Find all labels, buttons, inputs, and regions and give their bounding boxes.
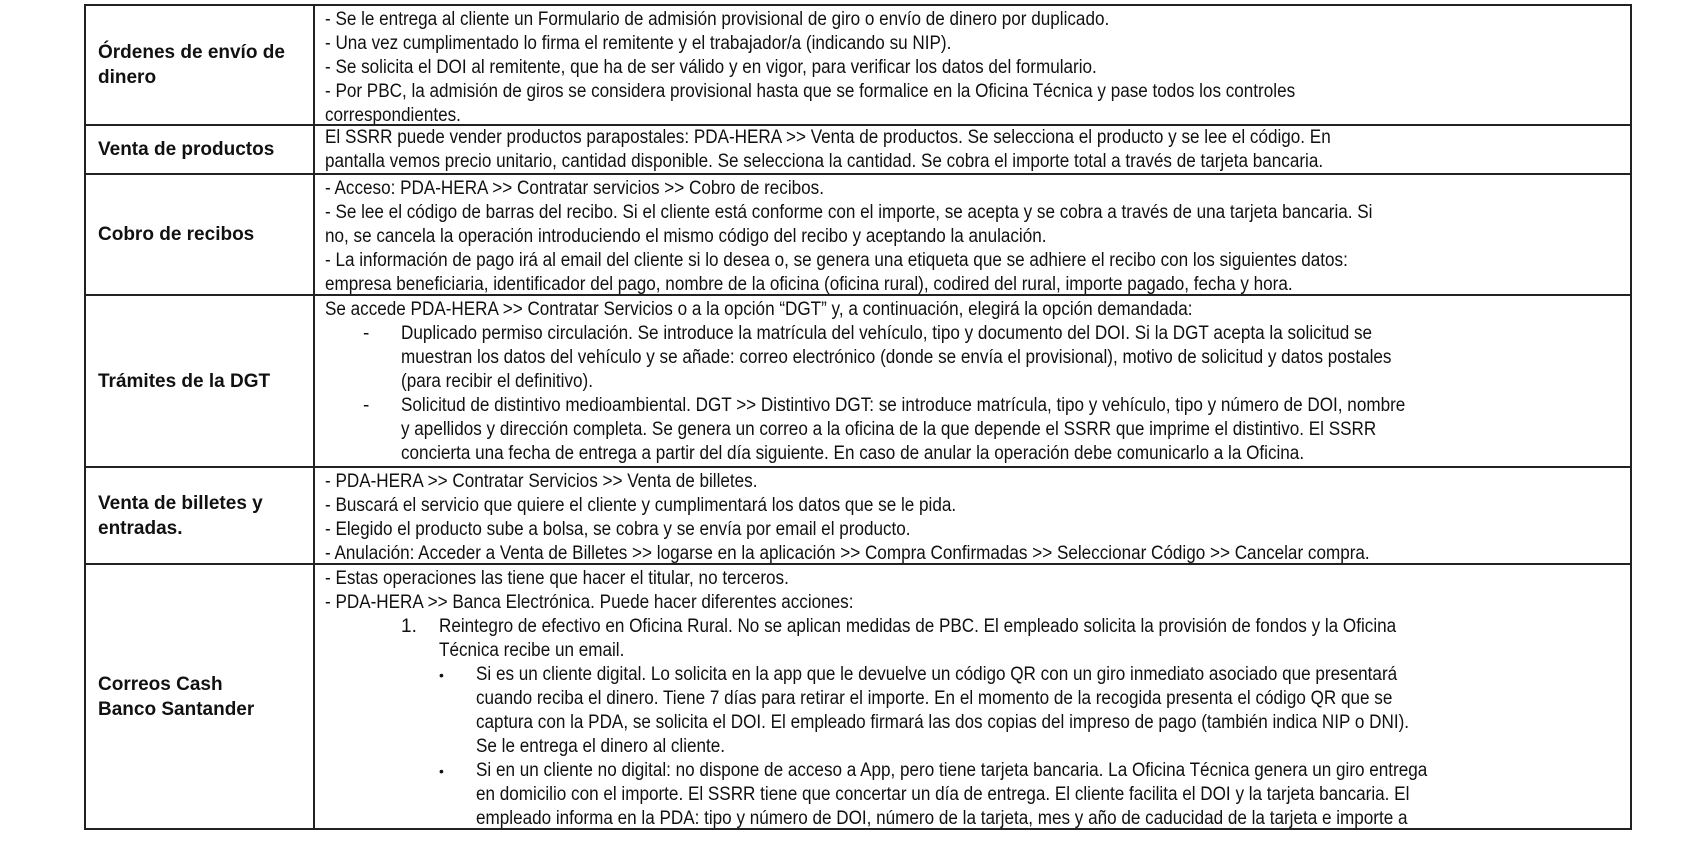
content-line: y apellidos y dirección completa. Se genera un correo a la oficina de la que depende el SSRR que imprime el distintivo. El SSRR [401,419,1377,440]
row-label [86,565,315,828]
content-line: Solicitud de distintivo medioambiental. DGT >> Distintivo DGT: se introduce matrícula, tipo y vehículo, tipo y número de DOI, nombre [401,395,1406,416]
content-line: Se accede PDA-HERA >> Contratar Servicios o a la opción “DGT” y, a continuación, elegirá la opción demandada: [325,299,1193,320]
row-label [86,468,315,563]
content-line: - Se lee el código de barras del recibo. Si el cliente está conforme con el importe, se acepta y se cobra a través de una tarjeta bancaria. Si [325,202,1373,223]
row-label-text: Órdenes de envío de dinero [98,42,285,88]
content-line: empresa beneficiaria, identificador del pago, nombre de la oficina (oficina rural), codired del rural, importe pagado, fecha y hora. [325,274,1293,294]
table-row [86,6,1630,126]
content-line: Si en un cliente no digital: no dispone de acceso a App, pero tiene tarjeta bancaria. La Oficina Técnica genera un giro entrega [476,760,1428,781]
bullet-item [325,663,1620,759]
row-label-text: Venta de productos [98,139,275,160]
content-line: en domicilio con el importe. El SSRR tiene que concertar un día de entrega. El cliente facilita el DOI y la tarjeta bancaria. El [476,784,1410,805]
dash-marker: - [363,395,370,416]
content-line: - Por PBC, la admisión de giros se considera provisional hasta que se formalice en la Oficina Técnica y pase todos los controles [325,81,1296,102]
row-content [315,565,1630,828]
row-label-text: Venta de billetes y entradas. [98,492,263,539]
row-label-text: Cobro de recibos [98,224,255,245]
content-line: Se le entrega el dinero al cliente. [476,736,726,757]
row-label-text [98,672,254,722]
content-line: - Una vez cumplimentado lo firma el remitente y el trabajador/a (indicando su NIP). [325,33,952,54]
row-content [315,296,1630,466]
content-line: correspondientes. [325,105,461,124]
content-line: - Se le entrega al cliente un Formulario de admisión provisional de giro o envío de dinero por duplicado. [325,9,1110,30]
content-line: concierta una fecha de entrega a partir del día siguiente. En caso de anular la operación debe comunicarlo a la Oficina. [401,443,1305,464]
bullet-icon: • [439,763,444,779]
dash-marker: - [363,323,370,344]
content-line: cuando reciba el dinero. Tiene 7 días para retirar el importe. En el momento de la recogida presenta el código QR que se [476,688,1393,709]
table-row [86,175,1630,296]
list-item [325,394,1620,466]
content-line: - Se solicita el DOI al remitente, que ha de ser válido y en vigor, para verificar los datos del formulario. [325,57,1097,78]
row-label [86,296,315,466]
row-label [86,126,315,173]
table-row [86,565,1630,828]
content-line: - Elegido el producto sube a bolsa, se cobra y se envía por email el producto. [325,519,911,540]
content-line: - PDA-HERA >> Banca Electrónica. Puede hacer diferentes acciones: [325,592,854,613]
table-row [86,126,1630,175]
row-label [86,175,315,294]
content-line: no, se cancela la operación introduciendo el mismo código del recibo y aceptando la anulación. [325,226,1047,247]
content-line: Si es un cliente digital. Lo solicita en la app que le devuelve un código QR con un giro inmediato asociado que presentará [476,664,1398,685]
content-line: Reintegro de efectivo en Oficina Rural. No se aplican medidas de PBC. El empleado solicita la provisión de fondos y la Oficina [439,616,1397,637]
row-label-line: Correos Cash [98,673,223,695]
number-marker: 1. [401,616,417,637]
row-content [315,175,1630,294]
row-content [315,468,1630,563]
content-line: - Anulación: Acceder a Venta de Billetes >> logarse en la aplicación >> Compra Confirmadas >> Seleccionar Código >> Cancelar compra. [325,543,1370,563]
content-line: Duplicado permiso circulación. Se introduce la matrícula del vehículo, tipo y documento del DOI. Si la DGT acepta la solicitud se [401,323,1373,344]
table-row [86,468,1630,565]
content-line: pantalla vemos precio unitario, cantidad disponible. Se selecciona la cantidad. Se cobra el importe total a través de tarjeta bancaria. [325,151,1324,172]
bullet-item [325,759,1620,828]
row-label-text: Trámites de la DGT [98,370,271,392]
row-label [86,6,315,124]
row-content [315,126,1630,173]
content-line: empleado informa en la PDA: tipo y número de DOI, número de la tarjeta, mes y año de caducidad de la tarjeta e importe a [476,808,1408,828]
content-line: - PDA-HERA >> Contratar Servicios >> Venta de billetes. [325,471,758,492]
content-line: El SSRR puede vender productos parapostales: PDA-HERA >> Venta de productos. Se selecciona el producto y se lee el código. En [325,127,1331,148]
content-line: muestran los datos del vehículo y se añade: correo electrónico (donde se envía el provisional), motivo de solicitud y datos postales [401,347,1392,368]
row-label-line: Banco Santander [98,698,255,720]
numbered-item [325,615,1620,663]
table-row [86,296,1630,468]
content-line: Técnica recibe un email. [439,640,625,661]
procedures-table [84,4,1632,830]
content-line: - La información de pago irá al email del cliente si lo desea o, se genera una etiqueta que se adhiere el recibo con los siguientes datos: [325,250,1348,271]
content-line: (para recibir el definitivo). [401,371,593,392]
content-line: - Estas operaciones las tiene que hacer el titular, no terceros. [325,568,789,589]
bullet-icon: • [439,667,444,683]
content-line: - Buscará el servicio que quiere el cliente y cumplimentará los datos que se le pida. [325,495,957,516]
content-line: - Acceso: PDA-HERA >> Contratar servicios >> Cobro de recibos. [325,178,824,199]
content-line: captura con la PDA, se solicita el DOI. El empleado firmará las dos copias del impreso de pago (también indica NIP o DNI). [476,712,1410,733]
row-content [315,6,1630,124]
list-item [325,322,1620,394]
